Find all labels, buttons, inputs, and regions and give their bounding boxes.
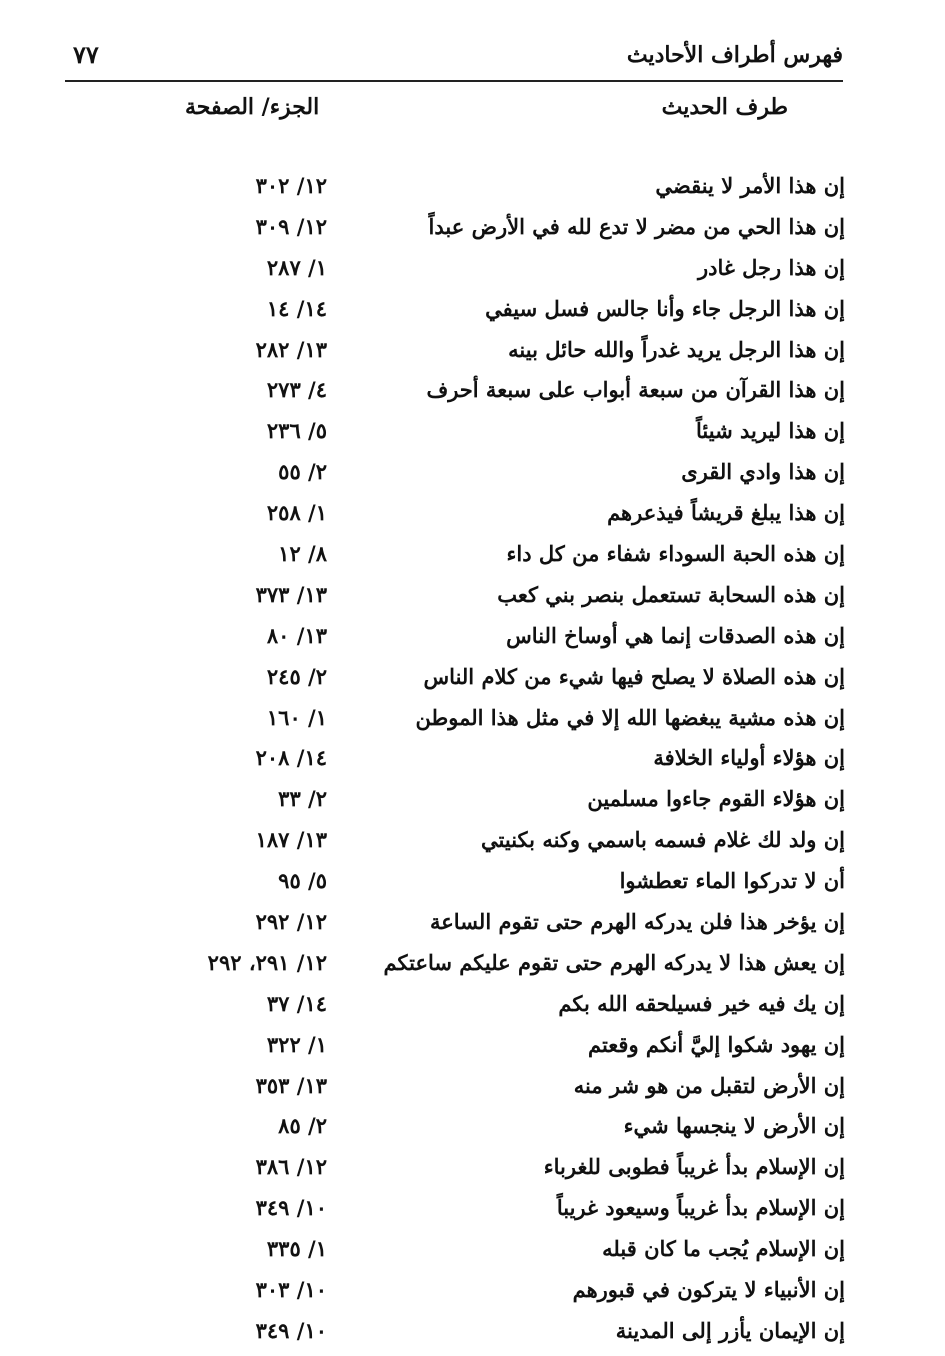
hadith-text: إن الأرض لتقبل من هو شر منه [573,1072,845,1098]
hadith-text: إن يك فيه خير فسيلحقه الله بكم [558,990,845,1016]
page-header [65,34,843,82]
hadith-text: إن هذا القرآن من سبعة أبواب على سبعة أحرف [426,377,845,403]
volume-page-reference: ٥/ ٩٥ [278,868,327,894]
running-title: فهرس أطراف الأحاديث [626,42,843,68]
volume-page-reference: ١٣/ ٨٠ [266,622,327,648]
hadith-text: إن هذا يبلغ قريشاً فيذعرهم [607,500,845,526]
hadith-text: إن هذا ليريد شيئاً [696,418,845,444]
volume-page-reference: ١٢/ ٢٩١، ٢٩٢ [207,949,327,975]
volume-page-reference: ٢/ ٥٥ [278,459,327,485]
index-row [0,988,945,1029]
volume-page-reference: ١٤/ ٣٧ [266,990,327,1016]
index-row [0,334,945,375]
hadith-text: إن الإسلام بدأ غريباً فطوبى للغرباء [543,1154,845,1180]
hadith-text: إن هذا الأمر لا ينقضي [655,173,845,198]
index-row [0,579,945,620]
column-header-reference: الجزء/ الصفحة [185,94,320,120]
volume-page-reference: ١٢/ ٢٩٢ [255,909,327,935]
hadith-text: إن الإسلام بدأ غريباً وسيعود غريباً [556,1195,845,1221]
hadith-text: إن هذه السحابة تستعمل بنصر بني كعب [497,581,845,607]
index-row [0,742,945,783]
volume-page-reference: ١/ ٢٥٨ [266,500,327,526]
index-row [0,661,945,702]
hadith-text: إن هذا الرجل جاء وأنا جالس فسل سيفي [485,295,845,321]
hadith-text: إن هذا الحي من مضر لا تدع لله في الأرض عبداً [428,213,845,239]
volume-page-reference: ١٤/ ٢٠٨ [255,745,327,771]
column-header-hadith: طرف الحديث [661,94,788,120]
index-row [0,947,945,988]
index-row [0,824,945,865]
hadith-text: إن هؤلاء أولياء الخلافة [653,745,845,771]
hadith-text: إن هذه الحبة السوداء شفاء من كل داء [506,541,845,567]
index-row [0,1151,945,1192]
volume-page-reference: ١٢/ ٣٠٢ [255,173,327,198]
hadith-text: إن هذه الصلاة لا يصلح فيها شيء من كلام الناس [423,663,845,689]
hadith-text: إن هذه الصدقات إنما هي أوساخ الناس [506,622,845,648]
hadith-text: إن هؤلاء القوم جاءوا مسلمين [587,786,845,812]
index-row [0,1110,945,1151]
index-row [0,170,945,211]
hadith-text: أن لا تدركوا الماء تعطشوا [619,868,845,894]
index-row [0,1274,945,1315]
volume-page-reference: ١٣/ ٣٥٣ [255,1072,327,1098]
volume-page-reference: ٥/ ٢٣٦ [266,418,327,444]
index-row [0,783,945,824]
index-row [0,211,945,252]
index-row [0,374,945,415]
volume-page-reference: ١٠/ ٣٤٩ [255,1317,327,1343]
hadith-text: إن ولد لك غلام فسمه باسمي وكنه بكنيتي [481,827,845,853]
index-row [0,252,945,293]
volume-page-reference: ١٢/ ٣٠٩ [255,213,327,239]
volume-page-reference: ١٠/ ٣٤٩ [255,1195,327,1221]
hadith-text: إن يهود شكوا إليَّ أنكم وقعتم [587,1031,845,1057]
hadith-text: إن الإيمان يأزر إلى المدينة [615,1317,845,1343]
volume-page-reference: ٢/ ٣٣ [278,786,327,812]
volume-page-reference: ١/ ٣٢٢ [266,1031,327,1057]
hadith-text: إن يعش هذا لا يدركه الهرم حتى تقوم عليكم ساعتكم [383,949,845,975]
index-row [0,497,945,538]
hadith-text: إن هذه مشية يبغضها الله إلا في مثل هذا الموطن [415,704,845,730]
index-row [0,1192,945,1233]
hadith-text: إن هذا رجل غادر [697,254,845,280]
index-row [0,906,945,947]
volume-page-reference: ١٠/ ٣٠٣ [255,1277,327,1303]
index-row [0,1315,945,1356]
index-list [0,170,945,1356]
volume-page-reference: ١/ ٢٨٧ [266,254,327,280]
index-row [0,1029,945,1070]
hadith-text: إن الإسلام يُجب ما كان قبله [602,1236,845,1262]
hadith-text: إن هذا وادي القرى [681,459,845,485]
volume-page-reference: ١/ ٣٣٥ [266,1236,327,1262]
hadith-text: إن يؤخر هذا فلن يدركه الهرم حتى تقوم الساعة [430,909,845,935]
index-row [0,456,945,497]
index-row [0,293,945,334]
volume-page-reference: ١/ ١٦٠ [266,704,327,730]
volume-page-reference: ٤/ ٢٧٣ [266,377,327,403]
index-row [0,620,945,661]
hadith-text: إن هذا الرجل يريد غدراً والله حائل بينه [508,336,845,362]
index-row [0,865,945,906]
index-row [0,1070,945,1111]
index-row [0,702,945,743]
volume-page-reference: ١٣/ ٢٨٢ [255,336,327,362]
volume-page-reference: ١٣/ ١٨٧ [255,827,327,853]
volume-page-reference: ١٤/ ١٤ [266,295,327,321]
volume-page-reference: ١٢/ ٣٨٦ [255,1154,327,1180]
volume-page-reference: ٨/ ١٢ [278,541,327,567]
page-number: ٧٧ [73,40,99,69]
hadith-text: إن الأنبياء لا يتركون في قبورهم [572,1277,845,1303]
volume-page-reference: ١٣/ ٣٧٣ [255,581,327,607]
hadith-text: إن الأرض لا ينجسها شيء [623,1113,845,1139]
volume-page-reference: ٢/ ٨٥ [278,1113,327,1139]
index-row [0,415,945,456]
index-row [0,538,945,579]
volume-page-reference: ٢/ ٢٤٥ [266,663,327,689]
index-row [0,1233,945,1274]
